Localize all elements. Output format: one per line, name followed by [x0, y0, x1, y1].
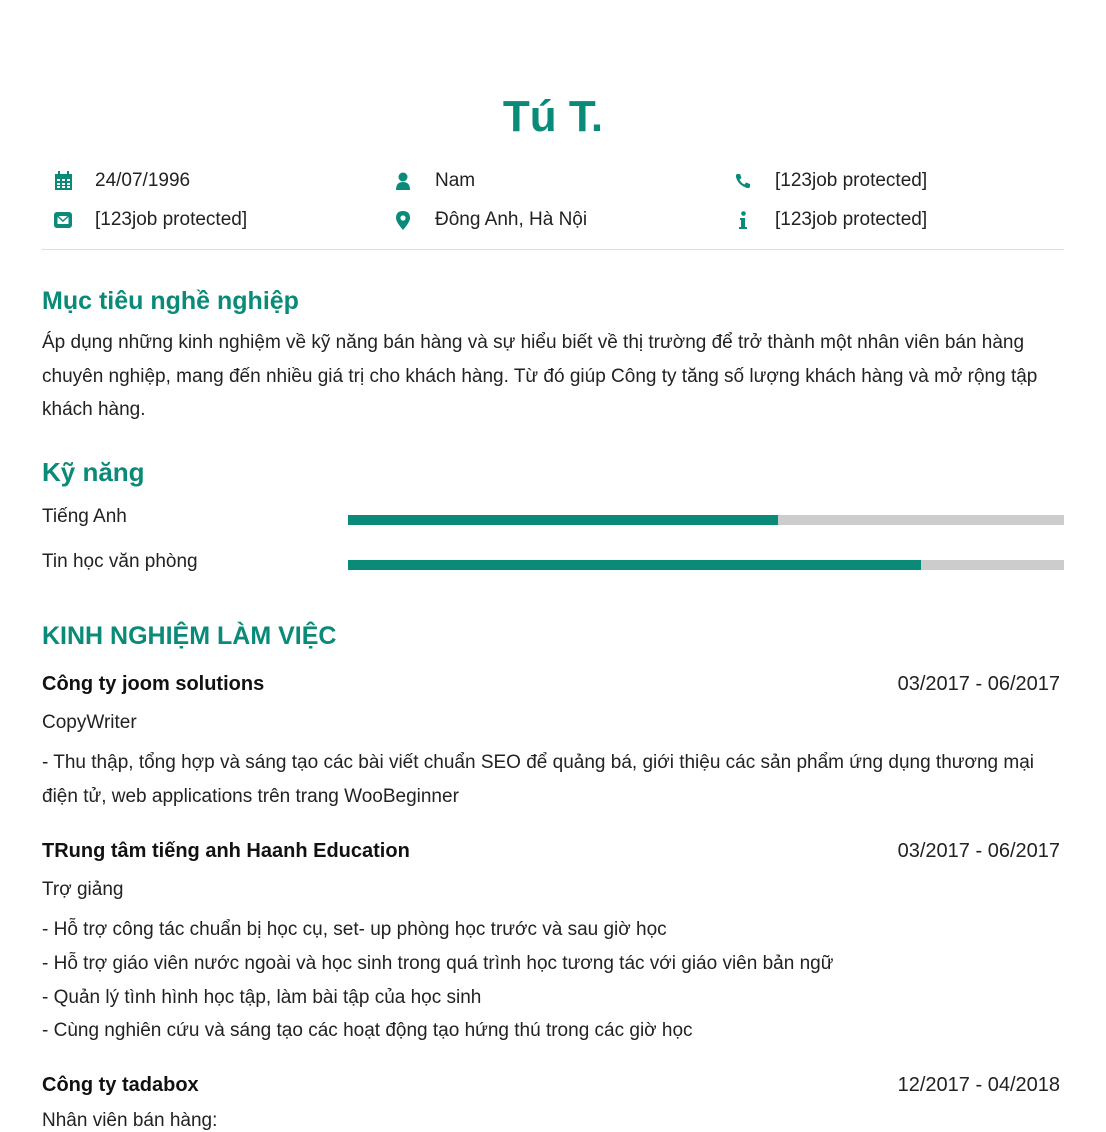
info-address: Đông Anh, Hà Nội — [392, 209, 587, 231]
job-date: 03/2017 - 06/2017 — [897, 673, 1060, 695]
info-birthdate: 24/07/1996 — [52, 170, 190, 192]
candidate-name: Tú T. — [502, 92, 604, 141]
job-role: Nhân viên bán hàng: — [42, 1110, 218, 1131]
location-icon — [392, 209, 414, 231]
skill-name: Tiếng Anh — [42, 506, 127, 527]
job-task: - Hỗ trợ công tác chuẩn bị học cụ, set- up phòng học trước và sau giờ học — [42, 919, 667, 940]
experience-heading: KINH NGHIỆM LÀM VIỆC — [42, 622, 337, 650]
job-task: - Hỗ trợ giáo viên nước ngoài và học sinh trong quá trình học tương tác với giáo viên bản ngữ — [42, 953, 834, 974]
job-task: - Cùng nghiên cứu và sáng tạo các hoạt động tạo hứng thú trong các giờ học — [42, 1020, 693, 1041]
user-icon — [392, 170, 414, 192]
skill-bar-fill — [348, 560, 921, 570]
skill-name: Tin học văn phòng — [42, 551, 198, 572]
info-icon — [732, 209, 754, 231]
job-company: Công ty joom solutions — [42, 673, 265, 695]
info-website: [123job protected] — [732, 209, 927, 231]
job-date: 12/2017 - 04/2018 — [897, 1074, 1060, 1096]
info-email: [123job protected] — [52, 209, 247, 231]
job-task: - Quản lý tình hình học tập, làm bài tập của học sinh — [42, 987, 482, 1008]
info-gender: Nam — [392, 170, 475, 192]
job-role: CopyWriter — [42, 712, 137, 733]
email-icon — [52, 209, 74, 231]
skill-bar — [348, 515, 1064, 525]
objective-text: Áp dụng những kinh nghiệm về kỹ năng bán hàng và sự hiểu biết về thị trường để trở thành một nhân viên bán hàng chuyên nghiệp, mang đến nhiều giá trị cho khách hàng. Từ đó giúp Công ty tăng số lượng khách hàng và mở rộng tập khách hàng. — [42, 332, 1038, 420]
objective-heading: Mục tiêu nghề nghiệp — [42, 287, 299, 315]
job-date: 03/2017 - 06/2017 — [897, 840, 1060, 862]
skill-bar — [348, 560, 1064, 570]
info-phone: [123job protected] — [732, 170, 927, 192]
divider — [42, 249, 1064, 250]
job-company: Công ty tadabox — [42, 1074, 199, 1096]
phone-icon — [732, 170, 754, 192]
job-task: - Thu thập, tổng hợp và sáng tạo các bài viết chuẩn SEO để quảng bá, giới thiệu các sản phẩm ứng dụng thương mại điện tử, web applications trên trang WooBeginner — [42, 752, 1034, 807]
job-company: TRung tâm tiếng anh Haanh Education — [42, 840, 410, 862]
skills-heading: Kỹ năng — [42, 457, 145, 487]
skill-bar-fill — [348, 515, 778, 525]
calendar-icon — [52, 170, 74, 192]
job-role: Trợ giảng — [42, 879, 124, 900]
